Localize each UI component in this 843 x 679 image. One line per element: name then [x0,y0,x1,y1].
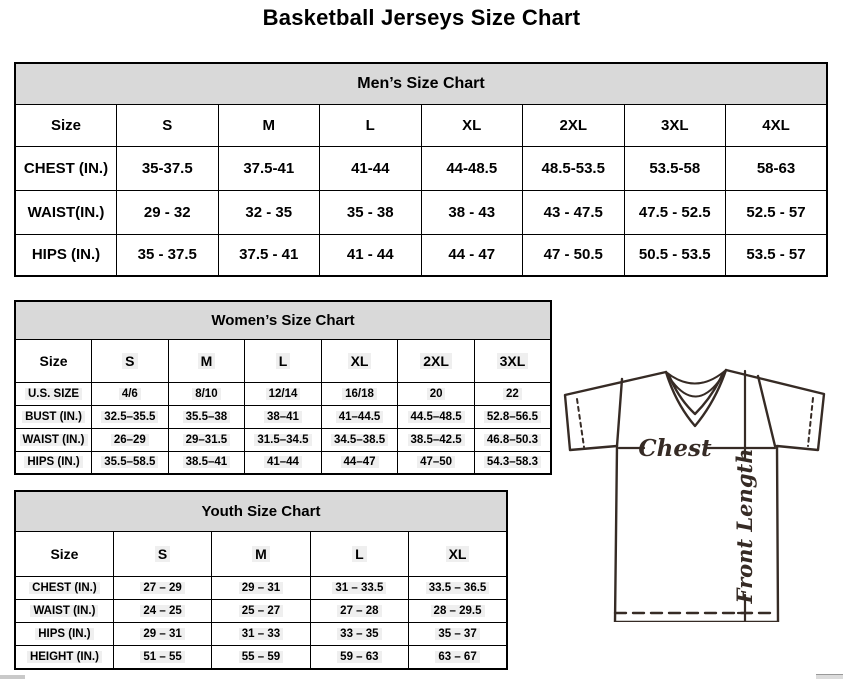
table-row [15,428,551,451]
table-cell: 52.5 - 57 [726,190,828,234]
column-header: 3XL [474,339,551,382]
left-cuff-stitch-line [577,399,584,447]
table-cell: 32 - 35 [218,190,320,234]
table-cell: 44 - 47 [421,234,523,276]
column-header: XL [421,104,523,146]
row-label: CHEST (IN.) [15,576,113,599]
table-row [15,599,507,622]
cropped-table-fragment-right [816,674,843,679]
table-cell: 35 - 38 [320,190,422,234]
table-cell: 53.5 - 57 [726,234,828,276]
row-label: WAIST (IN.) [15,428,92,451]
column-header: 2XL [398,339,475,382]
table-cell: 53.5-58 [624,146,726,190]
right-cuff-stitch-line [808,398,813,446]
mens-size-table [14,62,828,275]
table-row [15,576,507,599]
column-header: Size [15,104,117,146]
row-label: HIPS (IN.) [15,622,113,645]
table-cell: 50.5 - 53.5 [624,234,726,276]
table-cell: 35-37.5 [117,146,219,190]
front-length-label: Front Length [732,448,757,604]
column-header: 2XL [523,104,625,146]
column-header: S [92,339,169,382]
table-cell: 35 - 37.5 [117,234,219,276]
table-cell: 37.5-41 [218,146,320,190]
table-cell: 55 – 59 [212,645,310,669]
table-cell: 27 – 29 [113,576,211,599]
column-header: L [310,531,408,576]
table-cell: 44–47 [321,451,398,474]
table-cell: 46.8–50.3 [474,428,551,451]
youth-table-title: Youth Size Chart [15,491,507,531]
row-label: HEIGHT (IN.) [15,645,113,669]
table-cell: 41 - 44 [320,234,422,276]
table-cell: 47.5 - 52.5 [624,190,726,234]
column-header: Size [15,339,92,382]
collar-band-arc-top [666,370,726,384]
table-cell: 58-63 [726,146,828,190]
table-cell: 47 - 50.5 [523,234,625,276]
table-cell: 32.5–35.5 [92,405,169,428]
column-header: 4XL [726,104,828,146]
column-header-row [15,339,551,382]
table-cell: 22 [474,382,551,405]
table-cell: 35.5–38 [168,405,245,428]
table-row [15,146,827,190]
table-cell: 29 - 32 [117,190,219,234]
table-cell: 54.3–58.3 [474,451,551,474]
table-cell: 47–50 [398,451,475,474]
table-cell: 31.5–34.5 [245,428,322,451]
column-header: Size [15,531,113,576]
column-header: L [320,104,422,146]
cropped-table-fragment-left [0,675,25,679]
table-cell: 24 – 25 [113,599,211,622]
table-row [15,645,507,669]
page-title: Basketball Jerseys Size Chart [262,5,581,30]
table-cell: 38.5–41 [168,451,245,474]
table-cell: 48.5-53.5 [523,146,625,190]
column-header-row [15,104,827,146]
table-cell: 25 – 27 [212,599,310,622]
table-cell: 33.5 – 36.5 [409,576,507,599]
table-cell: 51 – 55 [113,645,211,669]
table-cell: 33 – 35 [310,622,408,645]
table-cell: 44-48.5 [421,146,523,190]
table-cell: 28 – 29.5 [409,599,507,622]
table-cell: 41–44 [245,451,322,474]
table-row [15,405,551,428]
table-cell: 29 – 31 [212,576,310,599]
row-label: BUST (IN.) [15,405,92,428]
womens-table-title: Women’s Size Chart [15,301,551,339]
table-row [15,234,827,276]
table-cell: 12/14 [245,382,322,405]
table-cell: 37.5 - 41 [218,234,320,276]
column-header: XL [321,339,398,382]
row-label: U.S. SIZE [15,382,92,405]
row-label: HIPS (IN.) [15,234,117,276]
table-cell: 43 - 47.5 [523,190,625,234]
chest-label: Chest [638,435,712,462]
table-row [15,190,827,234]
row-label: CHEST (IN.) [15,146,117,190]
column-header: S [117,104,219,146]
table-cell: 31 – 33 [212,622,310,645]
table-cell: 52.8–56.5 [474,405,551,428]
row-label: HIPS (IN.) [15,451,92,474]
mens-table-title: Men’s Size Chart [15,63,827,104]
table-cell: 26–29 [92,428,169,451]
column-header: M [168,339,245,382]
table-cell: 20 [398,382,475,405]
table-row [15,382,551,405]
row-label: WAIST(IN.) [15,190,117,234]
table-cell: 29 – 31 [113,622,211,645]
table-cell: 59 – 63 [310,645,408,669]
table-cell: 41-44 [320,146,422,190]
table-cell: 38 - 43 [421,190,523,234]
table-row [15,451,551,474]
table-cell: 27 – 28 [310,599,408,622]
row-label: WAIST (IN.) [15,599,113,622]
table-cell: 4/6 [92,382,169,405]
table-cell: 63 – 67 [409,645,507,669]
jersey-silhouette [565,370,824,622]
table-cell: 34.5–38.5 [321,428,398,451]
table-cell: 29–31.5 [168,428,245,451]
jersey-measurement-diagram [562,362,842,622]
table-cell: 38.5–42.5 [398,428,475,451]
left-sleeve-seam [617,379,622,446]
table-cell: 41–44.5 [321,405,398,428]
column-header: L [245,339,322,382]
column-header: M [218,104,320,146]
table-cell: 44.5–48.5 [398,405,475,428]
table-cell: 31 – 33.5 [310,576,408,599]
table-cell: 35.5–58.5 [92,451,169,474]
right-sleeve-seam [758,376,775,446]
column-header-row [15,531,507,576]
youth-size-table [14,490,508,668]
jersey-outline-drawing [562,362,842,622]
column-header: S [113,531,211,576]
womens-size-table [14,300,552,473]
table-cell: 8/10 [168,382,245,405]
column-header: M [212,531,310,576]
table-cell: 35 – 37 [409,622,507,645]
table-cell: 16/18 [321,382,398,405]
column-header: 3XL [624,104,726,146]
table-cell: 38–41 [245,405,322,428]
column-header: XL [409,531,507,576]
table-row [15,622,507,645]
